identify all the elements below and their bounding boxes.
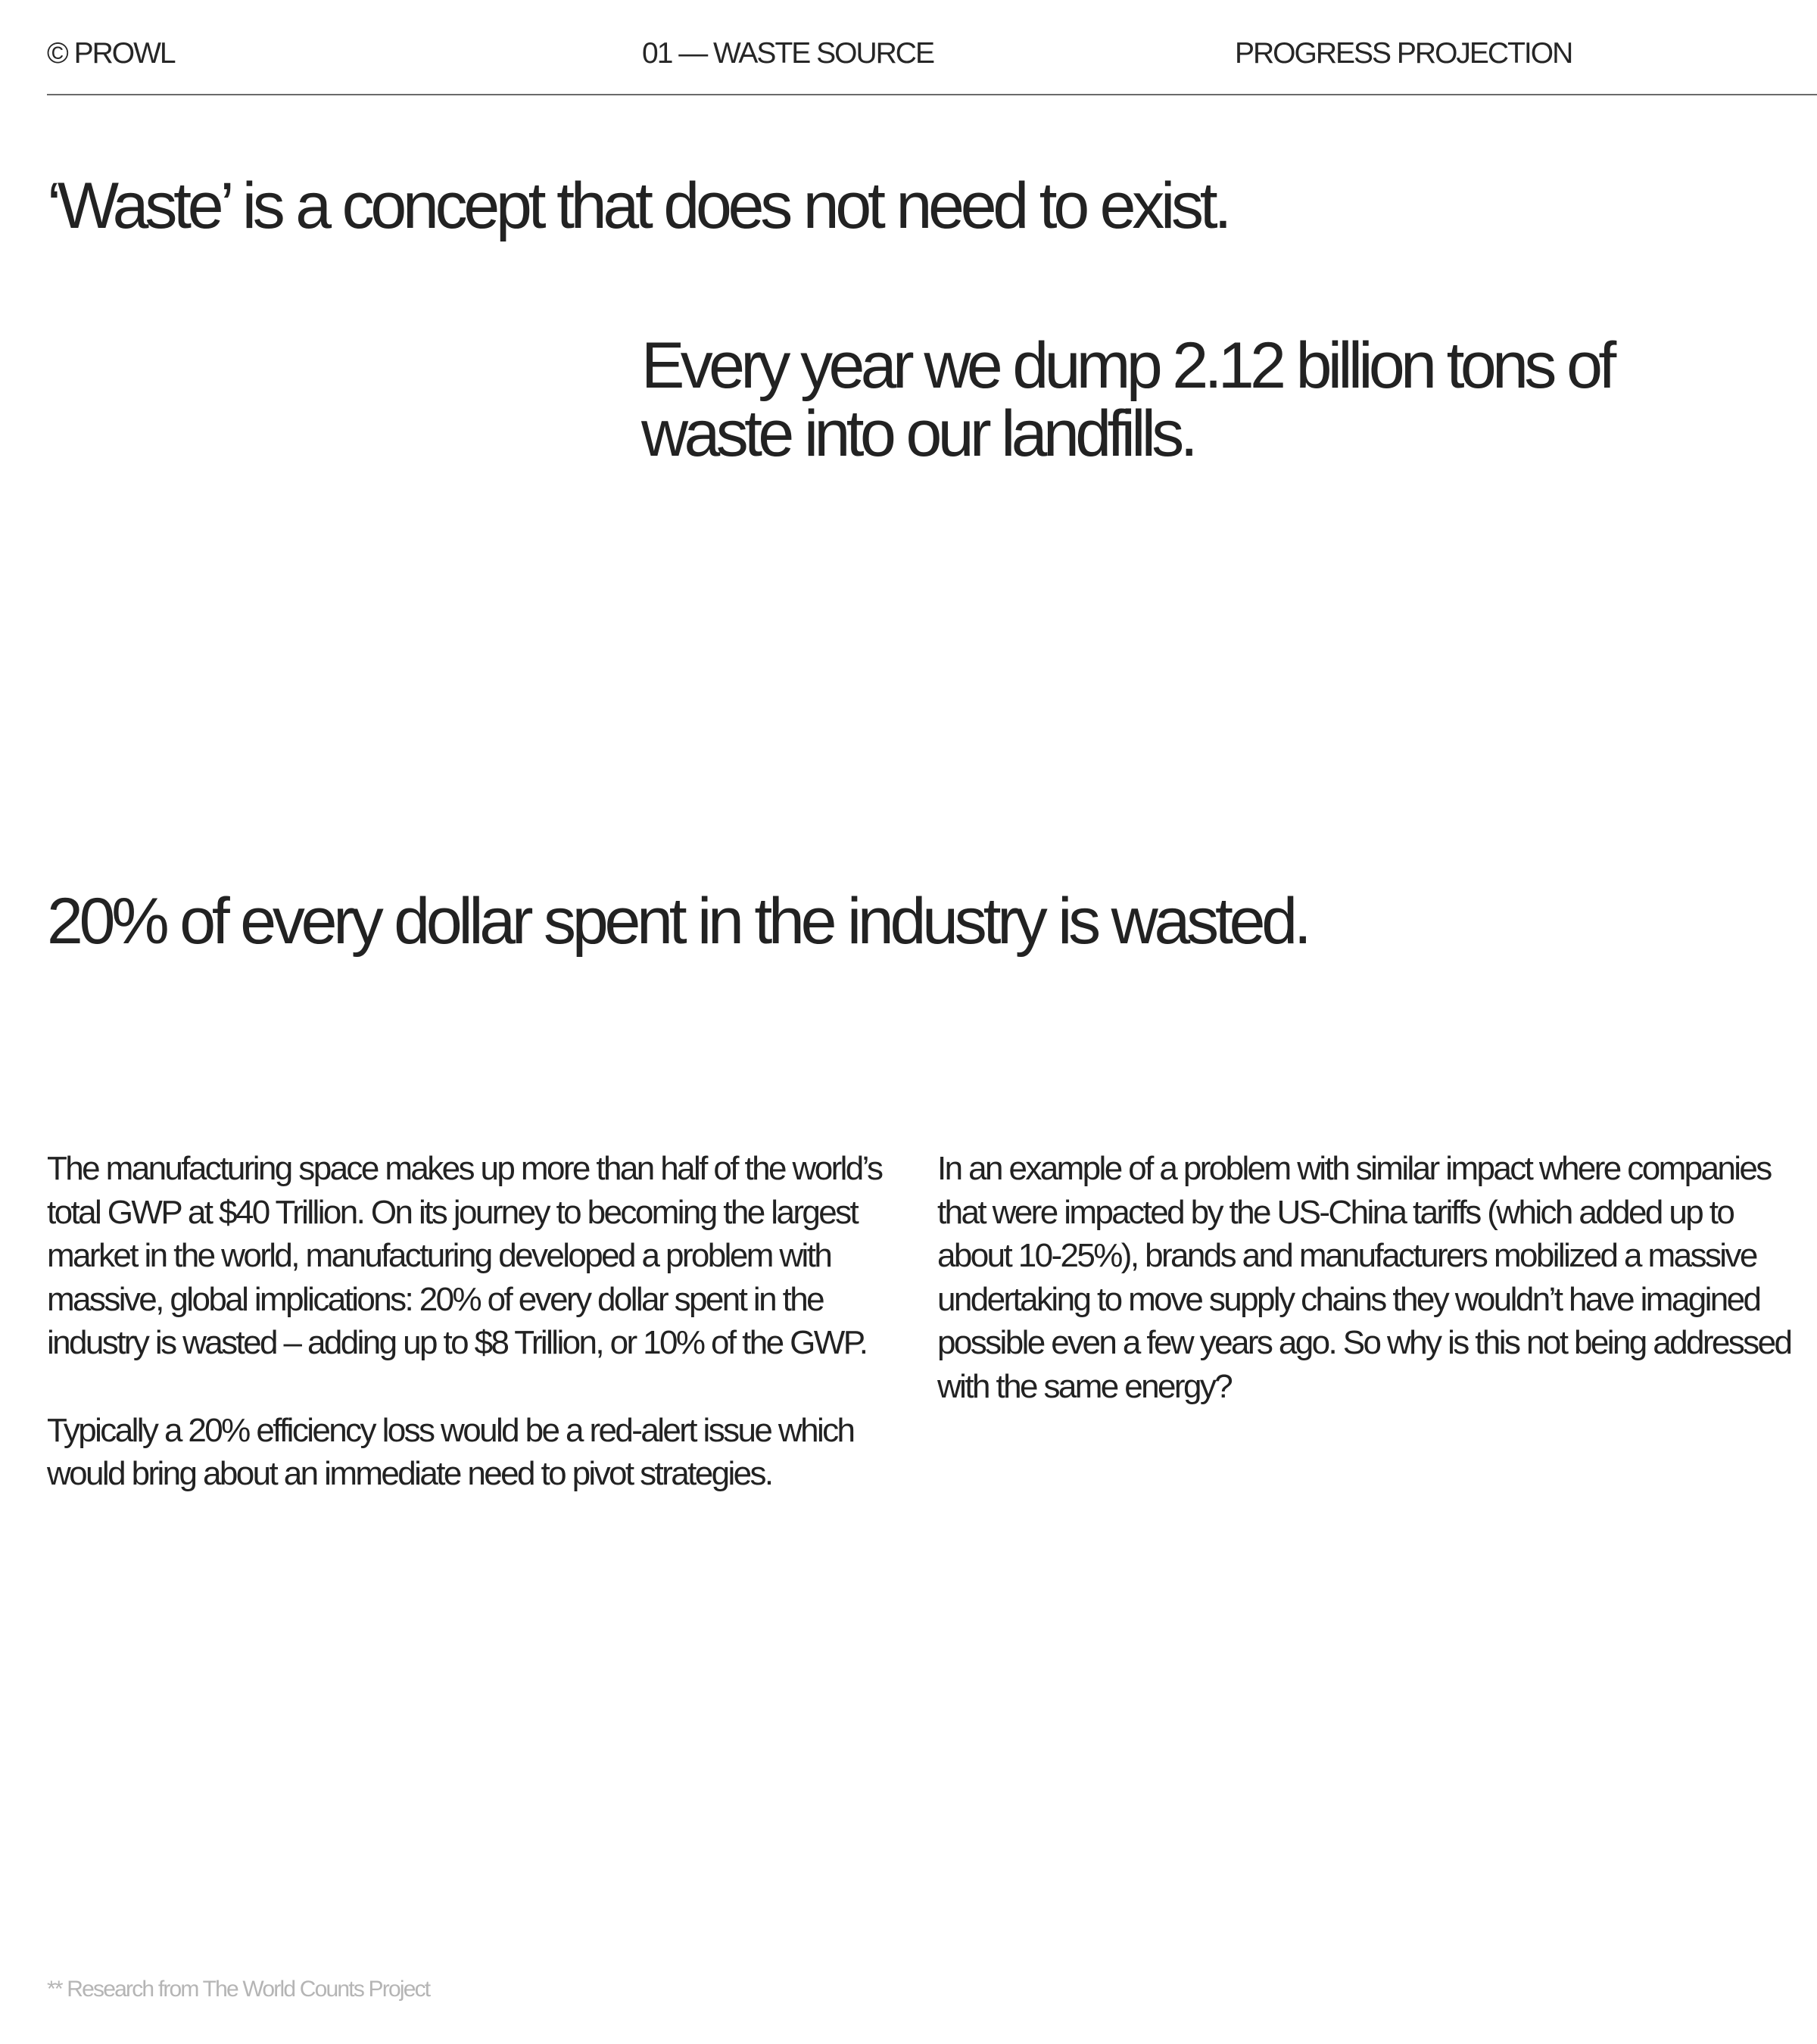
paragraph: The manufacturing space makes up more than half of the world’s total GWP at $40 Trillion. On its journey to becoming the largest market in the world, manufacturing developed a problem with massive, global implications: 20% of every dollar spent in the industry is wasted – adding up to $8 Trillion, or 10% of the GWP. bbox=[47, 1150, 882, 1362]
landfill-statement: Every year we dump 2.12 billion tons of waste into our landfills. bbox=[641, 329, 1613, 470]
top-bar bbox=[47, 36, 1817, 95]
body-column-right bbox=[937, 1147, 1793, 1452]
body-column-left bbox=[47, 1147, 910, 1539]
research-footnote: ** Research from The World Counts Project bbox=[47, 1977, 430, 2002]
paragraph: In an example of a problem with similar impact where companies that were impacted by the US-China tariffs (which added up to about 10-25%), brands and manufacturers mobilized a massive undertaking to move supply chains they wouldn’t have imagined possible even a few years ago. So why is this not being addressed with the same energy? bbox=[937, 1150, 1791, 1405]
dollar-wasted-statement: 20% of every dollar spent in the industry is wasted. bbox=[47, 885, 1308, 958]
brand-logo[interactable]: © PROWL bbox=[47, 37, 175, 70]
section-label: 01 — WASTE SOURCE bbox=[642, 37, 933, 70]
progress-projection-link[interactable]: PROGRESS PROJECTION bbox=[1235, 37, 1572, 70]
concept-headline: ‘Waste’ is a concept that does not need to exist. bbox=[47, 170, 1229, 242]
paragraph: Typically a 20% efficiency loss would be a red-alert issue which would bring about an immediate need to pivot strategies. bbox=[47, 1411, 854, 1493]
